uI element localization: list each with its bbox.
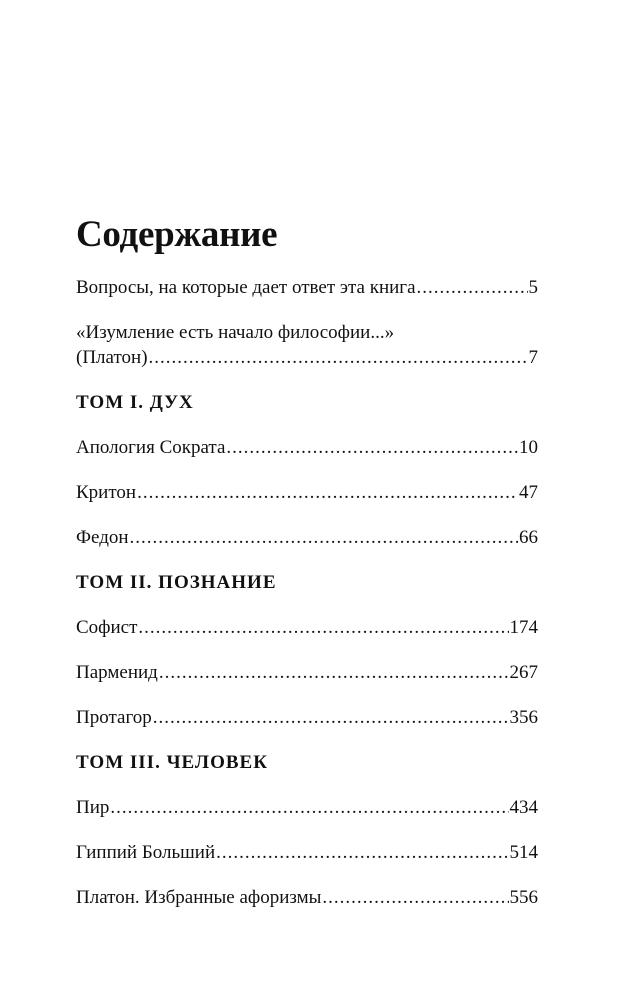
- toc-entry: [76, 435, 538, 460]
- section-heading: ТОМ III. ЧЕЛОВЕК: [76, 752, 268, 773]
- toc-entry-label: Федон: [76, 527, 129, 548]
- toc-entry-label-line1: «Изумление есть начало философии...»: [76, 322, 395, 343]
- toc-entry-label: Критон: [76, 482, 137, 503]
- toc-entry-label: Апология Сократа: [76, 437, 226, 458]
- toc-entry: [76, 660, 538, 685]
- toc-entry-label: Вопросы, на которые дает ответ эта книга: [76, 277, 416, 298]
- toc-entry-page: 267: [509, 662, 538, 683]
- dot-leader: [322, 885, 508, 910]
- toc-entry: [76, 885, 538, 910]
- toc-entry-page: 7: [528, 347, 538, 368]
- toc-entry-label: Протагор: [76, 707, 152, 728]
- toc-entry-page: 556: [509, 887, 538, 908]
- dot-leader: [138, 615, 508, 640]
- toc-entry-label: Пир: [76, 797, 110, 818]
- toc-entry-page: 5: [528, 277, 538, 298]
- toc-entry: [76, 525, 538, 550]
- toc-entry-label: Платон. Избранные афоризмы: [76, 887, 322, 908]
- toc-entry-page: 514: [509, 842, 538, 863]
- page-title: Содержание: [76, 214, 278, 255]
- toc-entry: [76, 795, 538, 820]
- toc-entry-page: 10: [519, 437, 538, 458]
- dot-leader: [110, 795, 508, 820]
- toc-entry: [76, 705, 538, 730]
- toc-entry: [76, 480, 538, 505]
- dot-leader: [137, 480, 518, 505]
- toc-entry-label: Гиппий Больший: [76, 842, 216, 863]
- dot-leader: [130, 525, 518, 550]
- toc-entry-label: (Платон): [76, 347, 148, 368]
- section-heading: ТОМ I. ДУХ: [76, 392, 194, 413]
- dot-leader: [417, 275, 528, 300]
- toc-entry-page: 434: [509, 797, 538, 818]
- toc-entry: [76, 320, 538, 370]
- dot-leader: [226, 435, 518, 460]
- toc-entry-page: 356: [509, 707, 538, 728]
- toc-entry: [76, 615, 538, 640]
- toc-entry-label: Парменид: [76, 662, 158, 683]
- dot-leader: [149, 345, 528, 370]
- toc-entry-label: Софист: [76, 617, 138, 638]
- toc-entry-page: 66: [519, 527, 538, 548]
- section-heading: ТОМ II. ПОЗНАНИЕ: [76, 572, 277, 593]
- dot-leader: [159, 660, 509, 685]
- toc-entry-page: 47: [519, 482, 538, 503]
- table-of-contents: [76, 212, 538, 930]
- toc-entry-page: 174: [509, 617, 538, 638]
- dot-leader: [216, 840, 508, 865]
- toc-entry: [76, 275, 538, 300]
- dot-leader: [153, 705, 509, 730]
- toc-entry: [76, 840, 538, 865]
